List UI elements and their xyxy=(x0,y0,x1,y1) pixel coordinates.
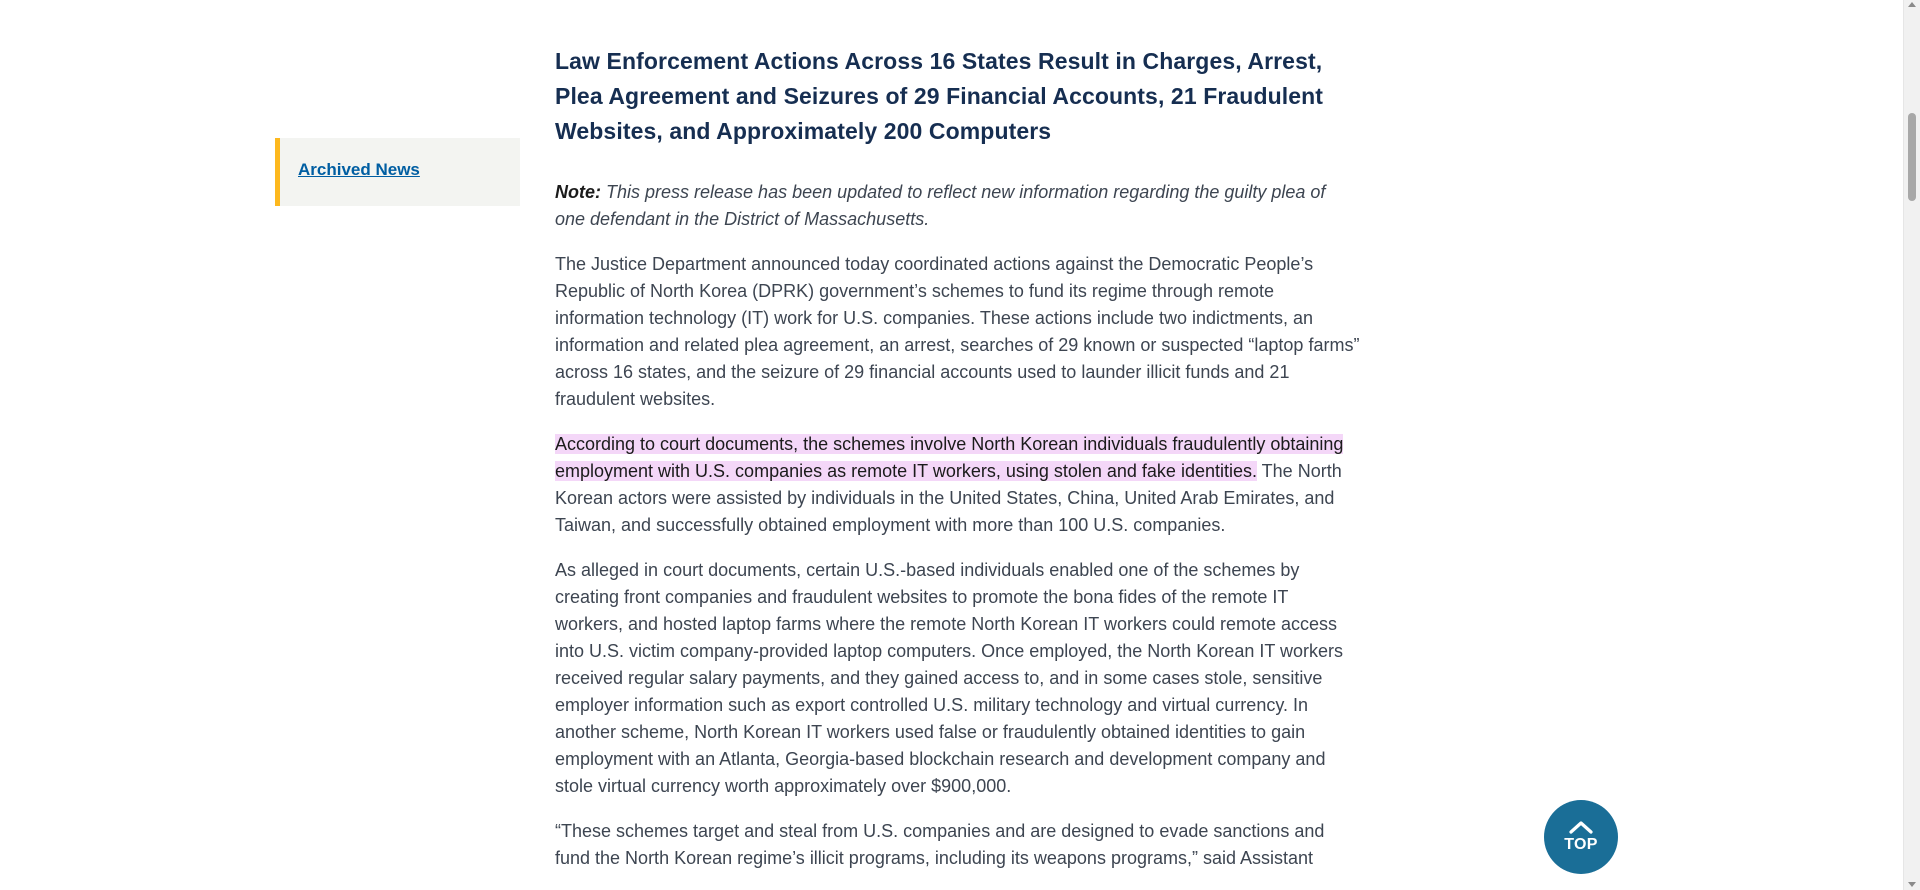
back-to-top-button[interactable] xyxy=(1544,800,1618,874)
scrollbar-thumb[interactable] xyxy=(1908,113,1916,201)
archived-news-link[interactable]: Archived News xyxy=(298,160,420,179)
article-headline: Law Enforcement Actions Across 16 States Result in Charges, Arrest, Plea Agreement and Seizures of 29 Financial Accounts, 21 Fraudulent Websites, and Approximately 200 Computers xyxy=(555,48,1324,144)
note-label: Note: xyxy=(555,182,601,202)
vertical-scrollbar[interactable] xyxy=(1903,0,1920,890)
paragraph-quote: “These schemes target and steal from U.S. companies and are designed to evade sanctions and fund the North Korean regime’s illicit programs, including its weapons programs,” said Assistant xyxy=(555,821,1325,868)
paragraph-intro: The Justice Department announced today coordinated actions against the Democratic People’s Republic of North Korea (DPRK) government’s schemes to fund its regime through remote information technology (IT) work for U.S. companies. These actions include two indictments, an information and related plea agreement, an arrest, searches of 29 known or suspected “laptop farms” across 16 states, and the seizure of 29 financial accounts used to launder illicit funds and 21 fraudulent websites. xyxy=(555,254,1360,409)
paragraph-court-documents xyxy=(555,431,1360,539)
note-text: This press release has been updated to reflect new information regarding the guilty plea of one defendant in the District of Massachusetts. xyxy=(555,182,1326,229)
scroll-up-arrow-icon[interactable] xyxy=(1908,2,1916,7)
scroll-down-arrow-icon[interactable] xyxy=(1908,882,1916,887)
highlighted-text: According to court documents, the schemes involve North Korean individuals fraudulently obtaining employment with U.S. companies as remote IT workers, using stolen and fake identities. xyxy=(555,434,1344,481)
top-label: TOP xyxy=(1564,836,1598,853)
update-note xyxy=(555,179,1360,233)
chevron-up-icon xyxy=(1569,820,1593,834)
article-body xyxy=(555,44,1360,890)
paragraph-text: The North Korean actors were assisted by individuals in the United States, China, United Arab Emirates, and Taiwan, and successfully obtained employment with more than 100 U.S. companies. xyxy=(555,461,1342,535)
paragraph-allegations: As alleged in court documents, certain U.S.-based individuals enabled one of the schemes by creating front companies and fraudulent websites to promote the bona fides of the remote IT workers, and hosted laptop farms where the remote North Korean IT workers could remote access into U.S. victim company-provided laptop computers. Once employed, the North Korean IT workers received regular salary payments, and they gained access to, and in some cases stole, sensitive employer information such as export controlled U.S. military technology and virtual currency. In another scheme, North Korean IT workers used false or fraudulently obtained identities to gain employment with an Atlanta, Georgia-based blockchain research and development company and stole virtual currency worth approximately over $900,000. xyxy=(555,560,1344,796)
sidebar-nav xyxy=(275,138,520,206)
